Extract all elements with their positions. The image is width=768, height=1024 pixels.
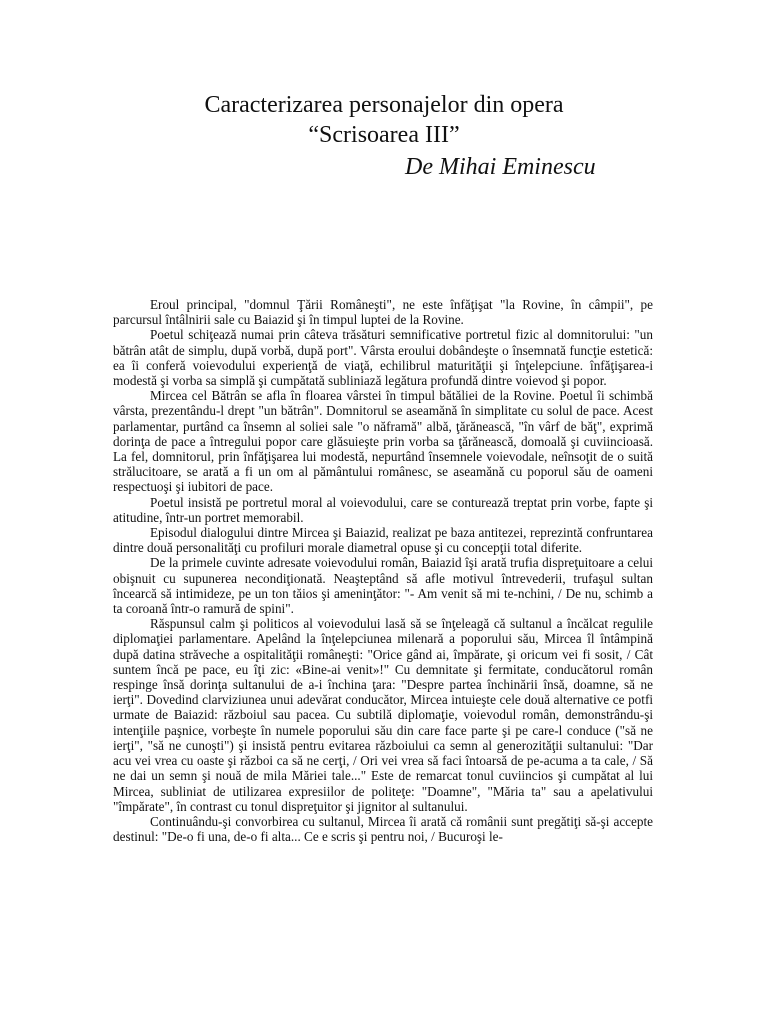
body-text — [113, 297, 653, 844]
paragraph-8: Continuându-şi convorbirea cu sultanul, Mircea îi arată că românii sunt pregătiţi să-şi accepte destinul: "De-o fi una, de-o fi alta... Ce e scris şi pentru noi, / Bucuroşi le- — [113, 813, 653, 845]
document-title — [0, 90, 768, 150]
paragraph-2: Poetul schiţează numai prin câteva trăsături semnificative portretul fizic al domnitorului: "un bătrân atât de simplu, după vorbă, după port". Vârsta eroului dobândeşte o însemnată funcţie estetică: ea îi conferă voievodului experienţă de viaţă, echilibrul maturităţii şi înţelepciune. înfăţişarea-i modestă şi vorba sa simplă şi cumpătată subliniază legătura profundă dintre voievod şi popor. — [113, 327, 653, 389]
title-line-2: “Scrisoarea III” — [308, 122, 460, 148]
title-line-1: Caracterizarea personajelor din opera — [204, 92, 564, 118]
author-line: De Mihai Eminescu — [405, 154, 596, 180]
paragraph-7: Răspunsul calm şi politicos al voievodului lasă să se înţeleagă că sultanul a încălcat regulile diplomaţiei parlamentare. Apelând la înţelepciunea milenară a poporului său, Mircea îl întâmpină după datina străveche a ospitalităţii româneşti: "Orice gând ai, împărate, şi oricum vei fi sosit, / Cât suntem încă pe pace, eu îţi zic: «Bine-ai venit»!" Cu demnitate şi fermitate, conducătorul român respinge însă dorinţa sultanului de a-i închina ţara: "Despre partea închinării însă, doamne, să ne ierţi". Dovedind clarviziunea unui adevărat conducător, Mircea intuieşte cele două alternative ce potfi urmate de Baiazid: războiul sau pacea. Cu subtilă diplomaţie, voievodul român, demonstrându-şi intenţiile paşnice, vorbeşte în numele poporului său din care face parte şi pe care-l conduce ("să ne ierţi", "să ne cunoşti") şi insistă pentru evitarea războiului ca semn al generozităţii sultanului: "Dar acu vei vrea cu oaste şi război ca să ne cerţi, / Ori vei vrea să faci întoarsă de pe-acuma a ta cale, / Să ne dai un semn şi nouă de mila Măriei tale..." Este de remarcat tonul cuviincios şi cumpătat al lui Mircea, subliniat de utilizarea expresiilor de politeţe: "Doamne", "Măria ta" sau a apelativului "împărate", în contrast cu tonul dispreţuitor şi jignitor al sultanului. — [113, 616, 653, 814]
paragraph-1: Eroul principal, "domnul Ţării Româneşti", ne este înfăţişat "la Rovine, în câmpii", pe parcursul întâlnirii sale cu Baiazid şi în timpul luptei de la Rovine. — [113, 297, 653, 328]
paragraph-4: Poetul insistă pe portretul moral al voievodului, care se conturează treptat prin vorbe, fapte şi atitudine, într-un portret memorabil. — [113, 494, 653, 525]
paragraph-3: Mircea cel Bătrân se afla în floarea vârstei în timpul bătăliei de la Rovine. Poetul îi schimbă vârsta, prezentându-l drept "un bătrân". Domnitorul se aseamănă în simplitate cu solul de pace. Acest parlamentar, purtând ca însemn al soliei sale "o năframă" albă, ţărănească, "în vârf de băţ", exprimă dorinţa de pace a întregului popor care glăsuieşte prin vorba sa ţărănească, domoală şi cuviincioasă. La fel, domnitorul, prin înfăţişarea lui modestă, nepurtând însemnele voievodale, neînsoţit de o suită strălucitoare, se arată a fi un om al pământului românesc, se aseamănă cu poporul său de oameni respectuoşi şi iubitori de pace. — [113, 388, 653, 495]
paragraph-5: Episodul dialogului dintre Mircea şi Baiazid, realizat pe baza antitezei, reprezintă confruntarea dintre două personalităţi cu profiluri morale diametral opuse şi cu concepţii total diferite. — [113, 525, 653, 556]
paragraph-6: De la primele cuvinte adresate voievodului român, Baiazid îşi arată trufia dispreţuitoare a celui obişnuit cu supunerea necondiţionată. Neaşteptând să afle motivul întrevederii, trufaşul sultan încearcă să intimideze, pe un ton tăios şi ameninţător: "- Am venit să mi te-nchini, / De nu, schimb a ta coroană într-o ramură de spini". — [113, 555, 653, 617]
